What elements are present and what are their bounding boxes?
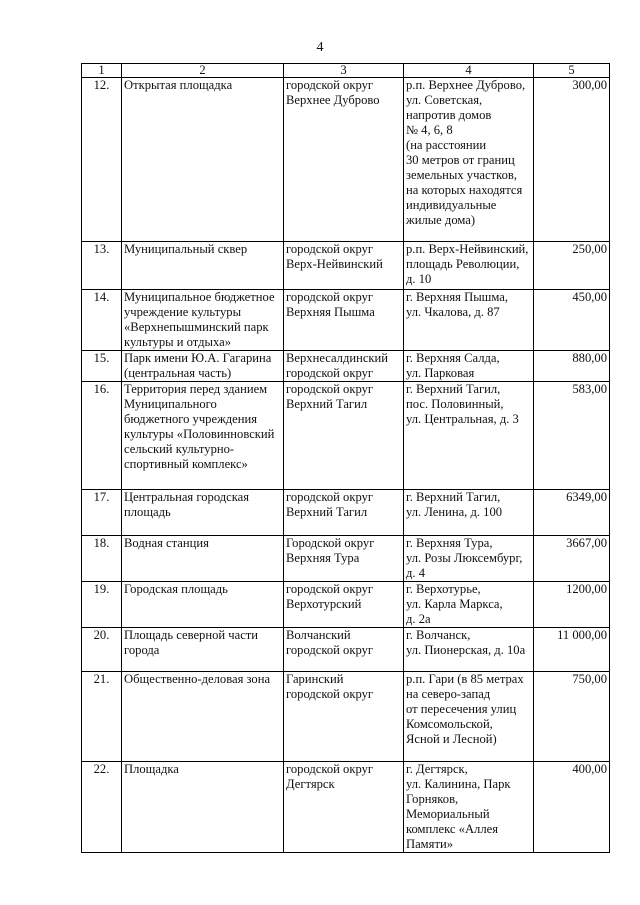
table-row (82, 628, 610, 672)
table-row (82, 351, 610, 382)
area-cell: 880,00 (534, 351, 610, 382)
district-cell: Городской округ Верхняя Тура (284, 536, 404, 582)
row-number-cell: 16. (82, 382, 122, 490)
area-cell: 6349,00 (534, 490, 610, 536)
row-number-cell: 21. (82, 672, 122, 762)
address-cell: р.п. Верх-Нейвинский, площадь Революции, д. 10 (404, 242, 534, 290)
district-cell: Гаринский городской округ (284, 672, 404, 762)
header-cell: 1 (82, 64, 122, 78)
area-cell: 250,00 (534, 242, 610, 290)
header-cell: 4 (404, 64, 534, 78)
area-cell: 583,00 (534, 382, 610, 490)
address-cell: г. Верхняя Пышма, ул. Чкалова, д. 87 (404, 290, 534, 351)
address-cell: г. Верхний Тагил, пос. Половинный, ул. Центральная, д. 3 (404, 382, 534, 490)
object-name-cell: Водная станция (122, 536, 284, 582)
district-cell: городской округ Верхняя Пышма (284, 290, 404, 351)
address-cell: г. Верхняя Тура, ул. Розы Люксембург, д. 4 (404, 536, 534, 582)
row-number-cell: 14. (82, 290, 122, 351)
object-name-cell: Площадка (122, 762, 284, 853)
district-cell: городской округ Верхнее Дуброво (284, 78, 404, 242)
area-cell: 750,00 (534, 672, 610, 762)
district-cell: городской округ Верхний Тагил (284, 490, 404, 536)
area-cell: 11 000,00 (534, 628, 610, 672)
table-row (82, 242, 610, 290)
table-row (82, 382, 610, 490)
area-cell: 300,00 (534, 78, 610, 242)
address-cell: р.п. Верхнее Дуброво, ул. Советская, напротив домов № 4, 6, 8 (на расстоянии 30 метров от границ земельных участков, на которых находятся индивидуальные жилые дома) (404, 78, 534, 242)
area-cell: 400,00 (534, 762, 610, 853)
table-row (82, 582, 610, 628)
district-cell: городской округ Верх-Нейвинский (284, 242, 404, 290)
table-row (82, 490, 610, 536)
district-cell: городской округ Верхотурский (284, 582, 404, 628)
table-header-row (82, 64, 610, 78)
row-number-cell: 20. (82, 628, 122, 672)
district-cell: Волчанский городской округ (284, 628, 404, 672)
row-number-cell: 17. (82, 490, 122, 536)
object-name-cell: Муниципальный сквер (122, 242, 284, 290)
address-cell: г. Волчанск, ул. Пионерская, д. 10а (404, 628, 534, 672)
object-name-cell: Парк имени Ю.А. Гагарина (центральная часть) (122, 351, 284, 382)
row-number-cell: 22. (82, 762, 122, 853)
page-number: 4 (316, 40, 324, 55)
row-number-cell: 19. (82, 582, 122, 628)
object-name-cell: Открытая площадка (122, 78, 284, 242)
object-name-cell: Центральная городская площадь (122, 490, 284, 536)
address-cell: г. Верхотурье, ул. Карла Маркса, д. 2а (404, 582, 534, 628)
row-number-cell: 13. (82, 242, 122, 290)
object-name-cell: Площадь северной части города (122, 628, 284, 672)
table-row (82, 536, 610, 582)
area-cell: 3667,00 (534, 536, 610, 582)
object-name-cell: Общественно-деловая зона (122, 672, 284, 762)
row-number-cell: 15. (82, 351, 122, 382)
header-cell: 2 (122, 64, 284, 78)
object-name-cell: Муниципальное бюджетное учреждение культуры «Верхнепышминский парк культуры и отдыха» (122, 290, 284, 351)
district-cell: городской округ Верхний Тагил (284, 382, 404, 490)
header-cell: 3 (284, 64, 404, 78)
object-name-cell: Территория перед зданием Муниципального бюджетного учреждения культуры «Половинновский сельский культурно- спортивный комплекс» (122, 382, 284, 490)
table-row (82, 672, 610, 762)
address-cell: р.п. Гари (в 85 метрах на северо-запад от пересечения улиц Комсомольской, Ясной и Лесной) (404, 672, 534, 762)
row-number-cell: 18. (82, 536, 122, 582)
public-spaces-table (81, 63, 610, 853)
address-cell: г. Дегтярск, ул. Калинина, Парк Горняков, Мемориальный комплекс «Аллея Памяти» (404, 762, 534, 853)
row-number-cell: 12. (82, 78, 122, 242)
table-row (82, 762, 610, 853)
district-cell: Верхнесалдинский городской округ (284, 351, 404, 382)
table-row (82, 290, 610, 351)
object-name-cell: Городская площадь (122, 582, 284, 628)
table-row (82, 78, 610, 242)
address-cell: г. Верхняя Салда, ул. Парковая (404, 351, 534, 382)
district-cell: городской округ Дегтярск (284, 762, 404, 853)
area-cell: 1200,00 (534, 582, 610, 628)
area-cell: 450,00 (534, 290, 610, 351)
address-cell: г. Верхний Тагил, ул. Ленина, д. 100 (404, 490, 534, 536)
header-cell: 5 (534, 64, 610, 78)
